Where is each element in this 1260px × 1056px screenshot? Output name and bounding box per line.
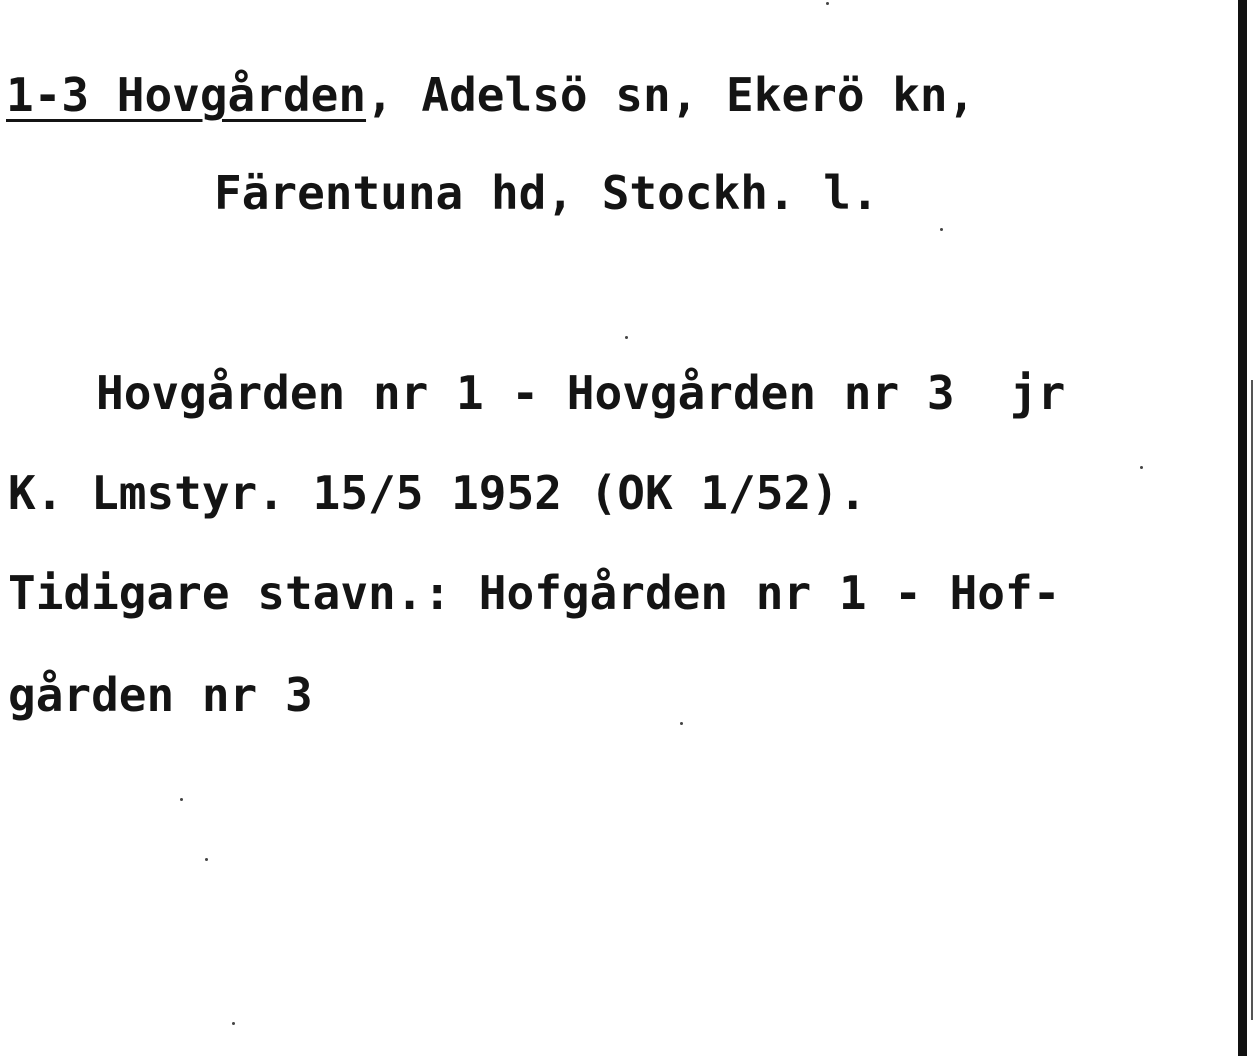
body-line-2: K. Lmstyr. 15/5 1952 (OK 1/52). xyxy=(8,466,867,520)
subheading-line: Färentuna hd, Stockh. l. xyxy=(214,166,879,220)
paper-speck xyxy=(1140,466,1143,469)
card-right-edge xyxy=(1238,0,1247,1056)
body-line-4: gården nr 3 xyxy=(8,668,313,722)
paper-speck xyxy=(180,798,183,801)
paper-speck xyxy=(625,336,628,339)
body-line-3: Tidigare stavn.: Hofgården nr 1 - Hof- xyxy=(8,566,1061,620)
paper-speck xyxy=(232,1022,235,1025)
card-right-edge-shadow xyxy=(1251,380,1253,1020)
paper-speck xyxy=(680,722,683,725)
paper-speck xyxy=(826,2,829,5)
paper-speck xyxy=(940,228,943,231)
paper-speck xyxy=(205,858,208,861)
heading-location: , Adelsö sn, Ekerö kn, xyxy=(366,68,976,122)
heading-line xyxy=(6,68,976,122)
heading-place-name: 1-3 Hovgården xyxy=(6,68,367,122)
body-line-1: Hovgården nr 1 - Hovgården nr 3 jr xyxy=(96,366,1066,420)
